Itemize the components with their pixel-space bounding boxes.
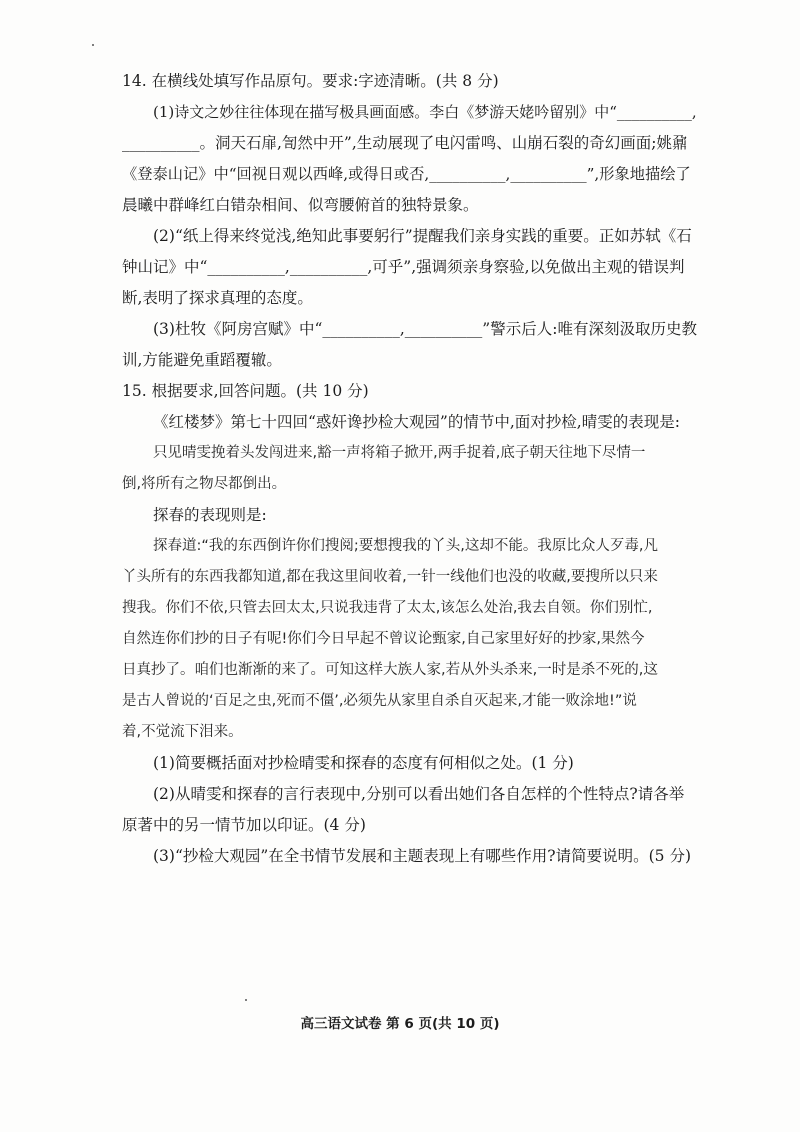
q14-part3-line: 训,方能避免重蹈覆辙。 [122, 351, 282, 369]
qingwen-quote-line: 倒,将所有之物尽都倒出。 [122, 476, 287, 492]
tanchun-quote-line: 自然连你们抄的日子有呢!你们今日早起不曾议论甄家,自己家里好好的抄家,果然今 [122, 631, 645, 647]
scan-speck [245, 999, 247, 1001]
q14-part2-line: 钟山记》中“__________,__________,可乎”,强调须亲身察验,以免做出主观的错误判 [122, 258, 685, 276]
tanchun-quote-line: 丫头所有的东西我都知道,都在我这里间收着,一针一线他们也没的收藏,要搜所以只来 [122, 569, 658, 585]
tanchun-intro: 探春的表现则是: [153, 506, 267, 524]
question-15-header: 15. 根据要求,回答问题。(共 10 分) [122, 382, 369, 400]
q14-part2-line: 断,表明了探求真理的态度。 [122, 289, 313, 307]
question-14-header: 14. 在横线处填写作品原句。要求:字迹清晰。(共 8 分) [122, 72, 499, 90]
q14-part3-line: (3)杜牧《阿房宫赋》中“__________,__________”警示后人:唯有深刻汲取历史教 [153, 320, 697, 338]
exam-content [122, 66, 696, 872]
tanchun-quote-line: 探春道:“我的东西倒许你们搜阅;要想搜我的丫头,这却不能。我原比众人歹毒,凡 [153, 538, 658, 554]
q14-part1-line: __________。洞天石扉,訇然中开”,生动展现了电闪雷鸣、山崩石裂的奇幻画面;姚鼐 [122, 134, 688, 152]
qingwen-quote-line: 只见晴雯挽着头发闯进来,豁一声将箱子掀开,两手捉着,底子朝天往地下尽情一 [153, 445, 646, 461]
q15-subquestion-2-line: 原著中的另一情节加以印证。(4 分) [122, 816, 366, 834]
q14-part1-line: 《登泰山记》中“回视日观以西峰,或得日或否,__________,__________”,形象地描绘了 [122, 165, 691, 183]
page-footer: 高三语文试卷 第 6 页(共 10 页) [300, 1016, 500, 1032]
tanchun-quote-line: 着,不觉流下泪来。 [122, 724, 243, 740]
tanchun-quote-line: 日真抄了。咱们也渐渐的来了。可知这样大族人家,若从外头杀来,一时是杀不死的,这 [122, 662, 658, 678]
q15-subquestion-2-line: (2)从晴雯和探春的言行表现中,分别可以看出她们各自怎样的个性特点?请各举 [153, 785, 685, 803]
q14-part1-line: 晨曦中群峰红白错杂相间、似弯腰俯首的独特景象。 [122, 196, 479, 214]
q15-intro: 《红楼梦》第七十四回“惑奸谗抄检大观园”的情节中,面对抄检,晴雯的表现是: [153, 413, 680, 431]
scan-speck [92, 44, 94, 46]
q14-part2-line: (2)“纸上得来终觉浅,绝知此事要躬行”提醒我们亲身实践的重要。正如苏轼《石 [153, 227, 692, 245]
q14-part1-line: (1)诗文之妙往往体现在描写极具画面感。李白《梦游天姥吟留别》中“__________, [153, 103, 697, 121]
q15-subquestion-3: (3)“抄检大观园”在全书情节发展和主题表现上有哪些作用?请简要说明。(5 分) [153, 847, 691, 865]
tanchun-quote-line: 搜我。你们不依,只管去回太太,只说我违背了太太,该怎么处治,我去自领。你们别忙, [122, 600, 653, 616]
q15-subquestion-1: (1)简要概括面对抄检晴雯和探春的态度有何相似之处。(1 分) [153, 754, 574, 772]
tanchun-quote-line: 是古人曾说的‘百足之虫,死而不僵’,必须先从家里自杀自灭起来,才能一败涂地!”说 [122, 693, 637, 709]
